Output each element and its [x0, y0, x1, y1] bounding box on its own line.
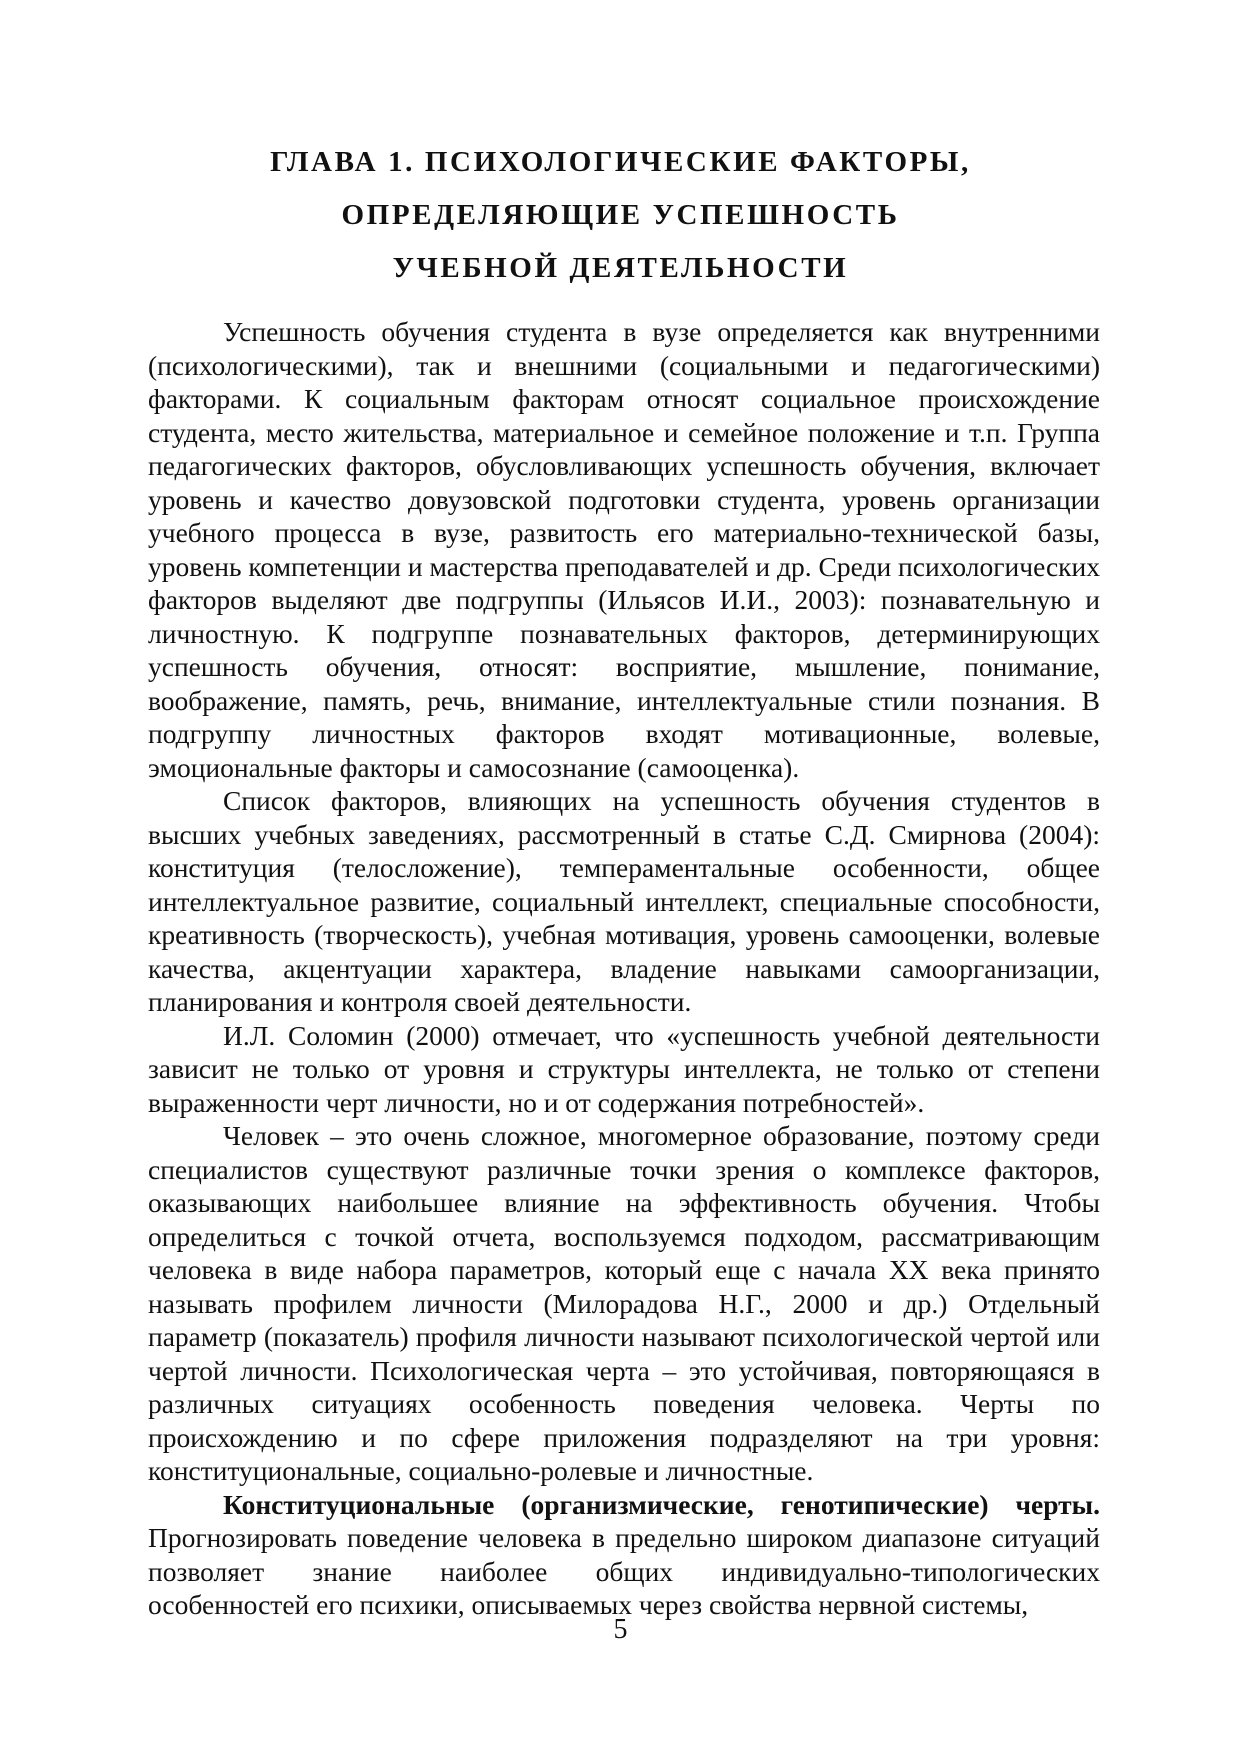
paragraph-solomin-quote: И.Л. Соломин (2000) отмечает, что «успешность учебной деятельности зависит не только от уровня и структуры интеллекта, не только от степени выраженности черт личности, но и от содержания потребностей».	[148, 1019, 1100, 1118]
body-text	[148, 315, 1100, 1622]
paragraph-smirnov-list: Список факторов, влияющих на успешность обучения студентов в высших учебных заведениях, рассмотренный в статье С.Д. Смирнова (2004): конституция (телосложение), темпераментальные особенности, общее интеллектуальное развитие, социальный интеллект, специальные способности, креативность (творческость), учебная мотивация, уровень самооценки, волевые качества, акцентуации характера, владение навыками самоорганизации, планирования и контроля своей деятельности.	[148, 785, 1100, 1017]
page-number: 5	[613, 1614, 628, 1645]
constitutional-traits-text: Прогнозировать поведение человека в предельно широком диапазоне ситуаций позволяет знание наиболее общих индивидуально-типологических особенностей его психики, описываемых через свойства нервной системы,	[148, 1522, 1100, 1620]
chapter-title-line-1: ГЛАВА 1. ПСИХОЛОГИЧЕСКИЕ ФАКТОРЫ,	[270, 146, 971, 178]
paragraph-personality-profile: Человек – это очень сложное, многомерное образование, поэтому среди специалистов существуют различные точки зрения о комплексе факторов, оказывающих наибольшее влияние на эффективность обучения. Чтобы определиться с точкой отчета, воспользуемся подходом, рассматривающим человека в виде набора параметров, который еще с начала XX века принято называть профилем личности (Милорадова Н.Г., 2000 и др.) Отдельный параметр (показатель) профиля личности называют психологической чертой или чертой личности. Психологическая черта – это устойчивая, повторяющаяся в различных ситуациях особенность поведения человека. Черты по происхождению и по сфере приложения подразделяют на три уровня: конституциональные, социально-ролевые и личностные.	[148, 1120, 1100, 1486]
chapter-title	[140, 136, 1101, 295]
paragraph-constitutional-traits	[148, 1488, 1100, 1622]
constitutional-traits-heading: Конституциональные (организмические, генотипические) черты.	[223, 1488, 1100, 1520]
chapter-title-line-2: ОПРЕДЕЛЯЮЩИЕ УСПЕШНОСТЬ	[341, 199, 900, 231]
chapter-title-line-3: УЧЕБНОЙ ДЕЯТЕЛЬНОСТИ	[392, 252, 849, 284]
paragraph-factors-overview: Успешность обучения студента в вузе определяется как внутренними (психологическими), так и внешними (социальными и педагогическими) факторами. К социальным факторам относят социальное происхождение студента, место жительства, материальное и семейное положение и т.п. Группа педагогических факторов, обусловливающих успешность обучения, включает уровень и качество довузовской подготовки студента, уровень организации учебного процесса в вузе, развитость его материально-технической базы, уровень компетенции и мастерства преподавателей и др. Среди психологических факторов выделяют две подгруппы (Ильясов И.И., 2003): познавательную и личностную. К подгруппе познавательных факторов, детерминирующих успешность обучения, относят: восприятие, мышление, понимание, воображение, память, речь, внимание, интеллектуальные стили познания. В подгруппу личностных факторов входят мотивационные, волевые, эмоциональные факторы и самосознание (самооценка).	[148, 316, 1100, 783]
